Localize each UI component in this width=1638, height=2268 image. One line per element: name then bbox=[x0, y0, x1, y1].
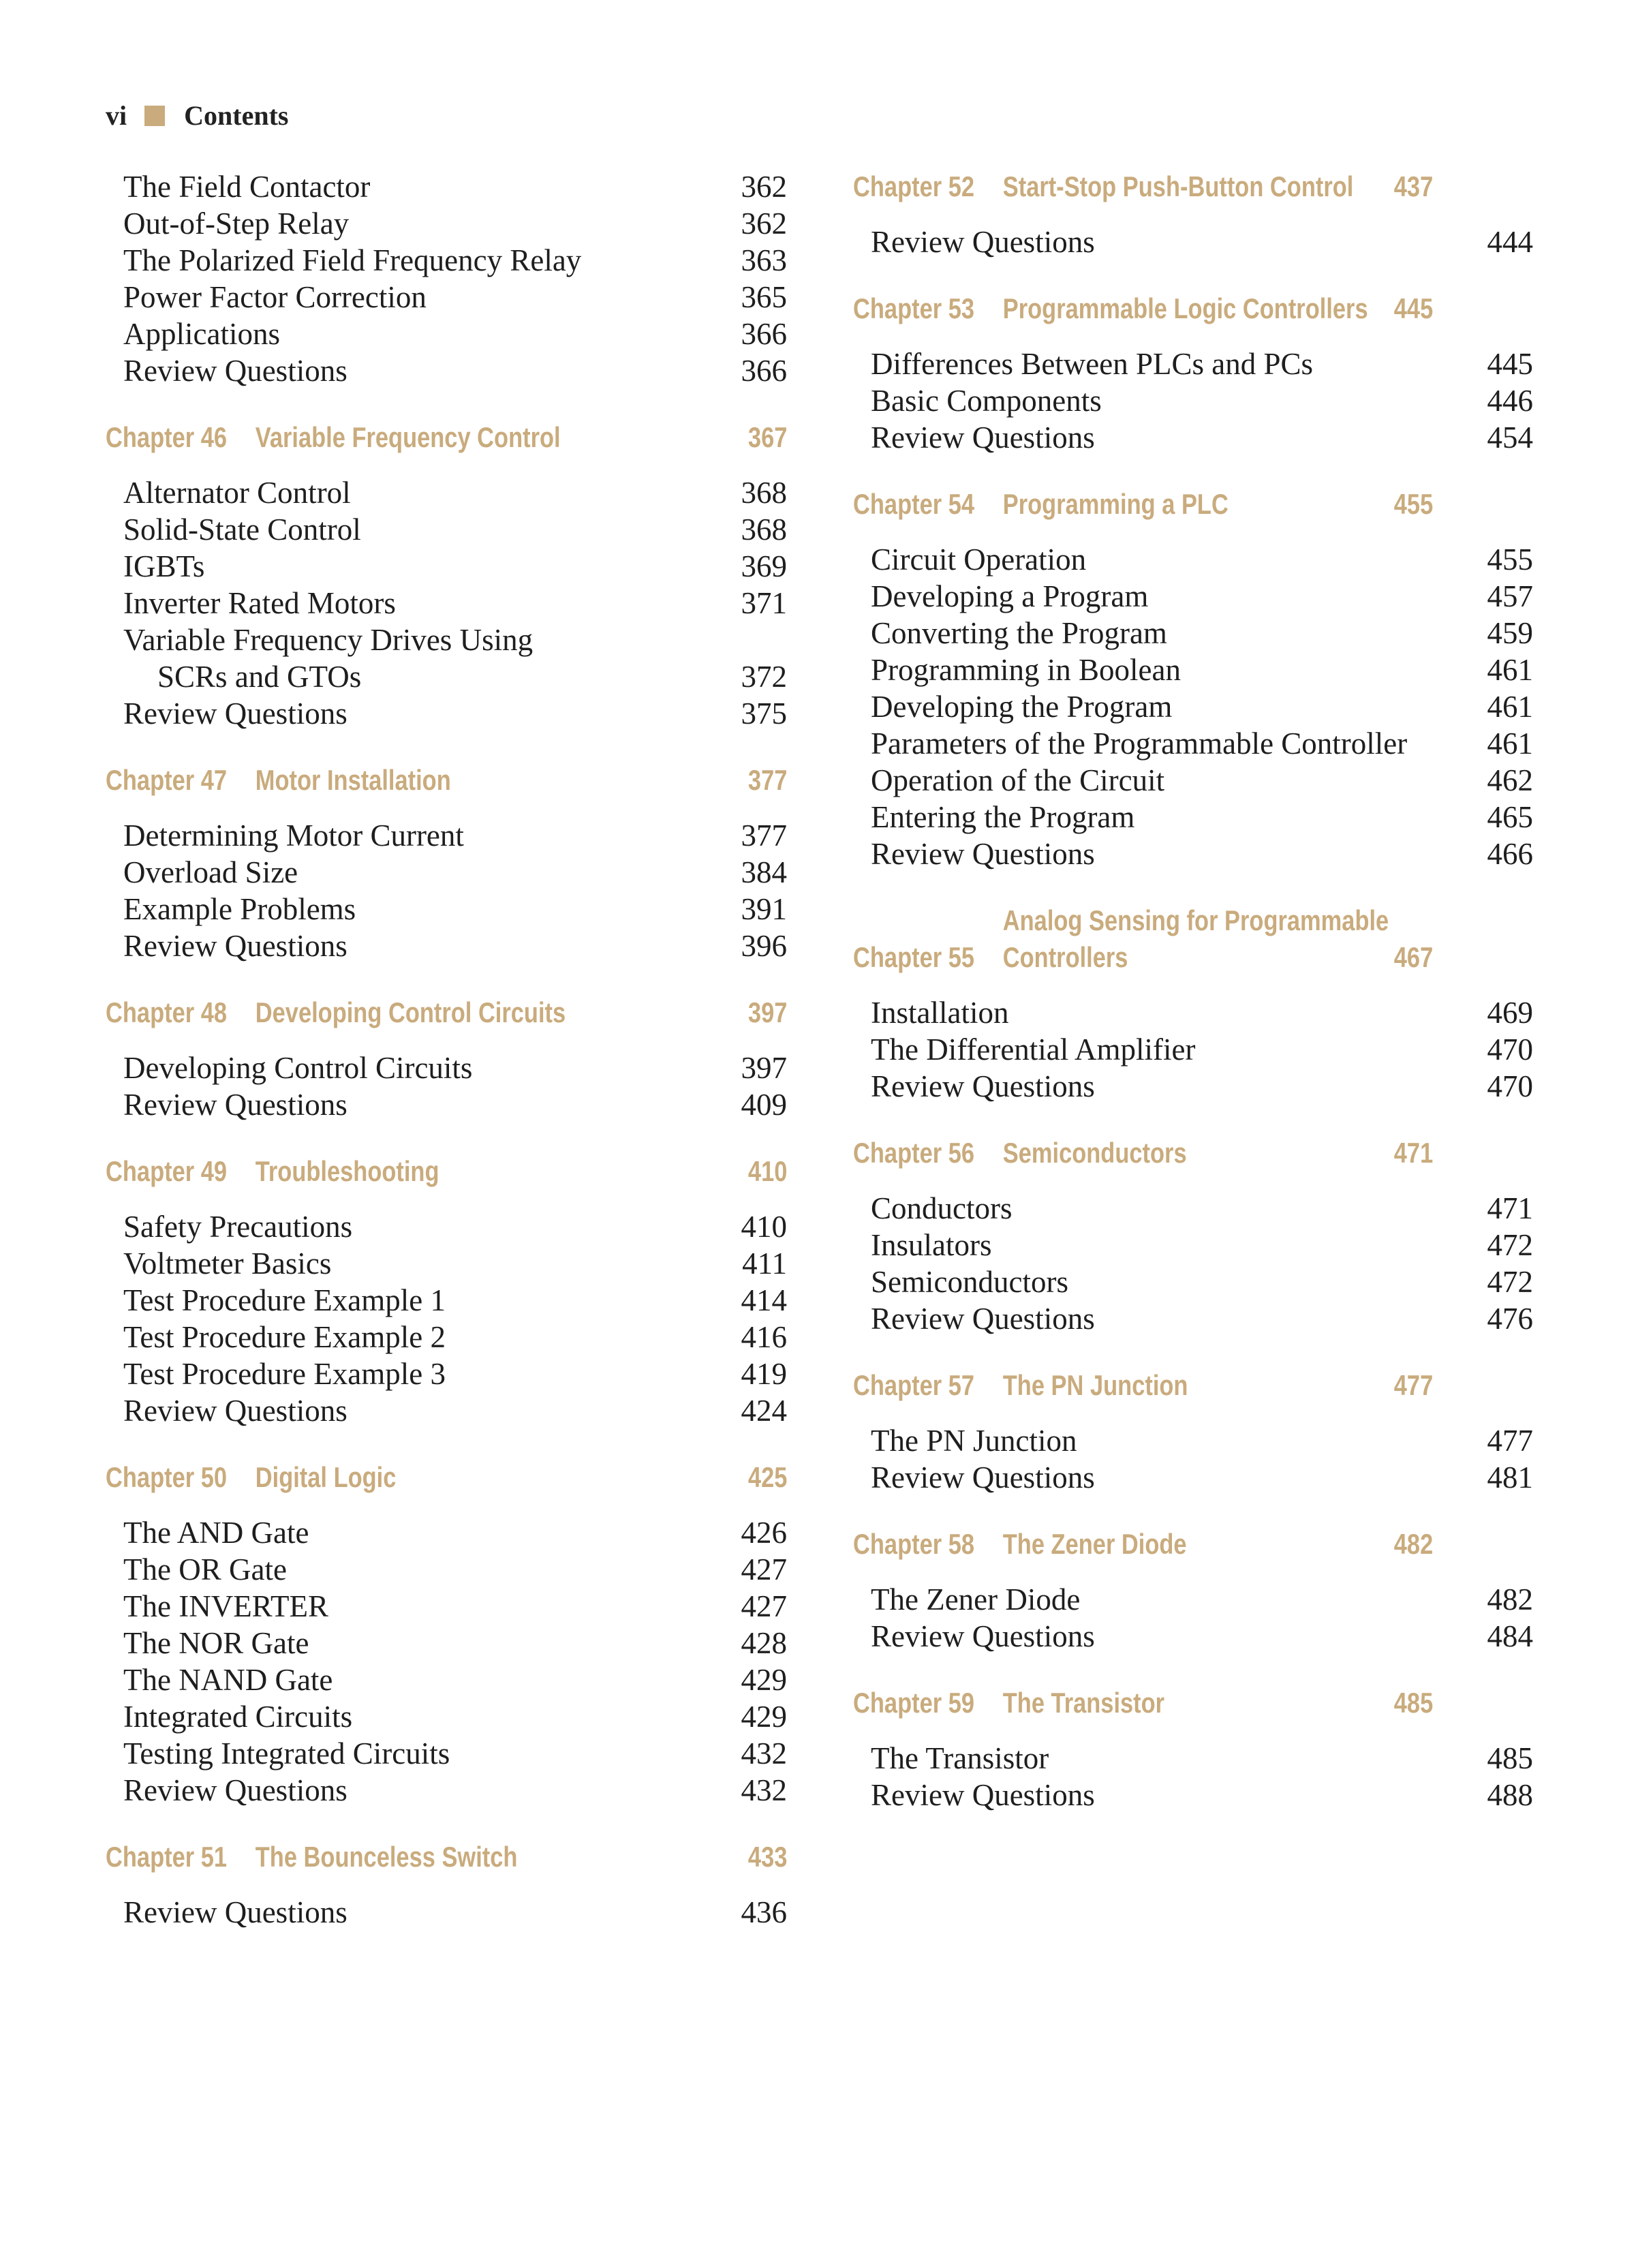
toc-entry[interactable] bbox=[106, 585, 787, 622]
entry-title: Conductors bbox=[871, 1191, 1013, 1225]
entry-title: Review Questions bbox=[871, 1778, 1095, 1812]
entry-title: Installation bbox=[871, 996, 1009, 1030]
chapter-title: The PN Junction bbox=[1002, 1369, 1188, 1401]
chapter-title: Semiconductors bbox=[1002, 1137, 1187, 1169]
toc-entry[interactable] bbox=[106, 352, 787, 389]
entry-title: Determining Motor Current bbox=[123, 818, 464, 853]
toc-entry[interactable] bbox=[106, 1319, 787, 1355]
chapter-number: Chapter 47 bbox=[106, 764, 228, 796]
chapter-heading[interactable] bbox=[106, 1459, 787, 1496]
toc-entry[interactable] bbox=[106, 1661, 787, 1698]
entry-title: Test Procedure Example 2 bbox=[123, 1320, 446, 1354]
entry-title: Overload Size bbox=[123, 855, 298, 889]
entry-title: Power Factor Correction bbox=[123, 280, 427, 314]
entry-title: Basic Components bbox=[871, 384, 1102, 418]
toc-entry[interactable] bbox=[106, 1772, 787, 1809]
toc-entry[interactable] bbox=[106, 205, 787, 242]
entry-page-number: 366 bbox=[741, 317, 787, 351]
toc-entry[interactable] bbox=[853, 541, 1533, 578]
entry-page-number: 481 bbox=[1487, 1460, 1533, 1495]
chapter-number: Chapter 56 bbox=[853, 1137, 975, 1169]
entry-page-number: 476 bbox=[1487, 1302, 1533, 1336]
section-title: Contents bbox=[184, 100, 289, 131]
toc-entry[interactable] bbox=[106, 168, 787, 205]
entry-page-number: 470 bbox=[1487, 1032, 1533, 1067]
toc-entry[interactable] bbox=[853, 1459, 1533, 1496]
toc-entry[interactable] bbox=[853, 1263, 1533, 1300]
entry-page-number: 429 bbox=[741, 1700, 787, 1734]
entry-page-number: 485 bbox=[1487, 1741, 1533, 1775]
entry-page-number: 362 bbox=[741, 170, 787, 204]
entry-title: Developing a Program bbox=[871, 579, 1149, 613]
entry-page-number: 470 bbox=[1487, 1069, 1533, 1103]
toc-entry[interactable] bbox=[106, 1588, 787, 1625]
chapter-page-number: 425 bbox=[747, 1461, 788, 1493]
chapter-heading[interactable] bbox=[106, 1153, 787, 1190]
entry-page-number: 455 bbox=[1487, 542, 1533, 577]
chapter-number: Chapter 55 bbox=[853, 941, 975, 973]
chapter-page-number: 397 bbox=[747, 996, 788, 1028]
entry-page-number: 384 bbox=[741, 855, 787, 889]
entry-title: Review Questions bbox=[123, 1895, 347, 1929]
toc-entry[interactable] bbox=[853, 1190, 1533, 1227]
entry-page-number: 366 bbox=[741, 354, 787, 388]
entry-page-number: 363 bbox=[741, 243, 787, 277]
chapter-page-number: 467 bbox=[1393, 941, 1434, 973]
toc-entry[interactable] bbox=[853, 1581, 1533, 1618]
chapter-title: The Bounceless Switch bbox=[255, 1841, 518, 1873]
chapter-heading[interactable] bbox=[853, 902, 1533, 976]
chapter-title: Digital Logic bbox=[255, 1461, 397, 1493]
entry-title: The Zener Diode bbox=[871, 1582, 1081, 1616]
entry-title: Review Questions bbox=[123, 1088, 347, 1122]
entry-page-number: 368 bbox=[741, 512, 787, 547]
toc-entry[interactable] bbox=[853, 1031, 1533, 1068]
toc-entry[interactable] bbox=[106, 1698, 787, 1735]
toc-entry[interactable] bbox=[106, 316, 787, 352]
entry-title: Developing the Program bbox=[871, 690, 1173, 724]
entry-title: Testing Integrated Circuits bbox=[123, 1736, 450, 1771]
toc-entry[interactable] bbox=[106, 1245, 787, 1282]
chapter-title: Troubleshooting bbox=[255, 1155, 439, 1187]
toc-entry[interactable] bbox=[853, 762, 1533, 799]
chapter-heading[interactable] bbox=[853, 1135, 1533, 1171]
chapter-page-number: 437 bbox=[1393, 170, 1434, 202]
chapter-page-number: 455 bbox=[1393, 488, 1434, 520]
entry-title: Programming in Boolean bbox=[871, 653, 1181, 687]
entry-page-number: 411 bbox=[742, 1246, 787, 1281]
entry-page-number: 362 bbox=[741, 206, 787, 241]
toc-entry[interactable] bbox=[106, 891, 787, 928]
entry-title bbox=[123, 622, 682, 695]
entry-title: Parameters of the Programmable Controller bbox=[871, 726, 1408, 761]
chapter-page-number: 410 bbox=[747, 1155, 788, 1187]
entry-page-number: 477 bbox=[1487, 1424, 1533, 1458]
entry-title: Review Questions bbox=[123, 354, 347, 388]
toc-entry[interactable] bbox=[853, 1068, 1533, 1105]
toc-entry[interactable] bbox=[853, 1777, 1533, 1813]
entry-title: The OR Gate bbox=[123, 1552, 287, 1587]
toc-entry[interactable] bbox=[853, 836, 1533, 872]
chapter-heading[interactable] bbox=[106, 762, 787, 799]
entry-page-number: 459 bbox=[1487, 616, 1533, 650]
entry-page-number: 372 bbox=[741, 660, 787, 694]
entry-page-number: 465 bbox=[1487, 800, 1533, 834]
chapter-heading[interactable] bbox=[106, 1839, 787, 1875]
page-label: vi bbox=[106, 100, 127, 131]
entry-page-number: 371 bbox=[741, 586, 787, 620]
entry-page-number: 445 bbox=[1487, 347, 1533, 381]
entry-page-number: 466 bbox=[1487, 837, 1533, 871]
toc-entry[interactable] bbox=[853, 652, 1533, 688]
chapter-title: Motor Installation bbox=[255, 764, 451, 796]
entry-title: Out-of-Step Relay bbox=[123, 206, 350, 241]
entry-title: Review Questions bbox=[123, 929, 347, 963]
entry-title: Test Procedure Example 1 bbox=[123, 1283, 446, 1317]
toc-entry[interactable] bbox=[106, 474, 787, 511]
toc-entry[interactable] bbox=[106, 928, 787, 964]
entry-page-number: 432 bbox=[741, 1773, 787, 1807]
toc-entry[interactable] bbox=[106, 1392, 787, 1429]
chapter-page-number: 471 bbox=[1393, 1137, 1434, 1169]
entry-title: Operation of the Circuit bbox=[871, 763, 1165, 797]
chapter-title: Analog Sensing for Programmable Controllers bbox=[1002, 904, 1389, 973]
entry-title: Applications bbox=[123, 317, 280, 351]
chapter-number: Chapter 51 bbox=[106, 1841, 228, 1873]
entry-page-number: 427 bbox=[741, 1589, 787, 1623]
chapter-page-number: 482 bbox=[1393, 1528, 1434, 1560]
chapter-heading[interactable] bbox=[106, 419, 787, 456]
toc-entry[interactable] bbox=[853, 799, 1533, 836]
entry-page-number: 436 bbox=[741, 1895, 787, 1929]
entry-page-number: 414 bbox=[741, 1283, 787, 1317]
entry-title: Review Questions bbox=[123, 1773, 347, 1807]
toc-entry[interactable] bbox=[106, 854, 787, 891]
entry-title-line: Variable Frequency Drives Using bbox=[123, 623, 534, 657]
chapter-title: Developing Control Circuits bbox=[255, 996, 566, 1028]
entry-title: Review Questions bbox=[123, 696, 347, 731]
entry-page-number: 454 bbox=[1487, 420, 1533, 455]
entry-page-number: 482 bbox=[1487, 1582, 1533, 1616]
entry-page-number: 369 bbox=[741, 549, 787, 583]
entry-title: Semiconductors bbox=[871, 1265, 1068, 1299]
entry-title: The AND Gate bbox=[123, 1516, 309, 1550]
entry-title: Review Questions bbox=[123, 1394, 347, 1428]
entry-page-number: 427 bbox=[741, 1552, 787, 1587]
entry-page-number: 375 bbox=[741, 696, 787, 731]
chapter-heading[interactable] bbox=[853, 1526, 1533, 1563]
entry-title: Converting the Program bbox=[871, 616, 1167, 650]
entry-page-number: 446 bbox=[1487, 384, 1533, 418]
entry-page-number: 472 bbox=[1487, 1228, 1533, 1262]
entry-title: Review Questions bbox=[871, 837, 1095, 871]
chapter-number: Chapter 54 bbox=[853, 488, 975, 520]
entry-page-number: 462 bbox=[1487, 763, 1533, 797]
chapter-heading[interactable] bbox=[853, 290, 1533, 327]
entry-title: The PN Junction bbox=[871, 1424, 1077, 1458]
entry-page-number: 461 bbox=[1487, 653, 1533, 687]
toc-entry[interactable] bbox=[106, 1086, 787, 1123]
toc-entry[interactable] bbox=[853, 1740, 1533, 1777]
entry-title: Differences Between PLCs and PCs bbox=[871, 347, 1314, 381]
entry-page-number: 377 bbox=[741, 818, 787, 853]
entry-title: Review Questions bbox=[871, 225, 1095, 259]
chapter-title: Start-Stop Push-Button Control bbox=[1002, 170, 1354, 202]
entry-page-number: 419 bbox=[741, 1357, 787, 1391]
toc-entry[interactable] bbox=[853, 688, 1533, 725]
entry-page-number: 409 bbox=[741, 1088, 787, 1122]
entry-title: Review Questions bbox=[871, 420, 1095, 455]
toc-entry[interactable] bbox=[853, 1422, 1533, 1459]
toc-entry[interactable] bbox=[106, 548, 787, 585]
entry-title: Circuit Operation bbox=[871, 542, 1087, 577]
entry-title: The NAND Gate bbox=[123, 1663, 333, 1697]
toc-entry[interactable] bbox=[106, 1894, 787, 1931]
entry-title: Review Questions bbox=[871, 1302, 1095, 1336]
chapter-number: Chapter 59 bbox=[853, 1687, 975, 1719]
toc-right-column bbox=[853, 168, 1533, 1813]
toc-entry[interactable] bbox=[853, 1618, 1533, 1655]
entry-title: Voltmeter Basics bbox=[123, 1246, 332, 1281]
entry-title: Review Questions bbox=[871, 1619, 1095, 1653]
entry-title: The INVERTER bbox=[123, 1589, 328, 1623]
entry-page-number: 429 bbox=[741, 1663, 787, 1697]
toc-entry[interactable] bbox=[106, 1282, 787, 1319]
chapter-title: Programming a PLC bbox=[1002, 488, 1228, 520]
entry-page-number: 397 bbox=[741, 1051, 787, 1085]
toc-entry[interactable] bbox=[106, 242, 787, 279]
entry-title: Solid-State Control bbox=[123, 512, 361, 547]
toc-entry[interactable] bbox=[106, 695, 787, 732]
chapter-number: Chapter 57 bbox=[853, 1369, 975, 1401]
chapter-heading[interactable] bbox=[106, 994, 787, 1031]
toc-entry[interactable] bbox=[106, 1735, 787, 1772]
entry-title: Inverter Rated Motors bbox=[123, 586, 396, 620]
entry-title: The Differential Amplifier bbox=[871, 1032, 1196, 1067]
toc-entry[interactable] bbox=[106, 622, 787, 695]
toc-entry[interactable] bbox=[106, 1049, 787, 1086]
toc-entry[interactable] bbox=[853, 346, 1533, 382]
chapter-heading[interactable] bbox=[853, 168, 1533, 205]
entry-page-number: 484 bbox=[1487, 1619, 1533, 1653]
entry-page-number: 396 bbox=[741, 929, 787, 963]
toc-entry[interactable] bbox=[106, 279, 787, 316]
entry-page-number: 391 bbox=[741, 892, 787, 926]
toc-entry[interactable] bbox=[853, 615, 1533, 652]
chapter-title: The Zener Diode bbox=[1002, 1528, 1187, 1560]
entry-page-number: 471 bbox=[1487, 1191, 1533, 1225]
entry-page-number: 461 bbox=[1487, 726, 1533, 761]
chapter-number: Chapter 48 bbox=[106, 996, 228, 1028]
entry-page-number: 461 bbox=[1487, 690, 1533, 724]
toc-left-column bbox=[106, 168, 787, 1931]
entry-page-number: 424 bbox=[741, 1394, 787, 1428]
chapter-number: Chapter 50 bbox=[106, 1461, 228, 1493]
chapter-page-number: 377 bbox=[747, 764, 788, 796]
chapter-number: Chapter 53 bbox=[853, 292, 975, 324]
entry-page-number: 365 bbox=[741, 280, 787, 314]
entry-page-number: 426 bbox=[741, 1516, 787, 1550]
entry-title: The NOR Gate bbox=[123, 1626, 309, 1660]
entry-title: Test Procedure Example 3 bbox=[123, 1357, 446, 1391]
toc-entry[interactable] bbox=[853, 578, 1533, 615]
entry-page-number: 410 bbox=[741, 1210, 787, 1244]
toc-entry[interactable] bbox=[853, 224, 1533, 260]
toc-entry[interactable] bbox=[853, 382, 1533, 419]
toc-entry[interactable] bbox=[106, 1355, 787, 1392]
chapter-page-number: 445 bbox=[1393, 292, 1434, 324]
toc-entry[interactable] bbox=[853, 725, 1533, 762]
entry-title: Developing Control Circuits bbox=[123, 1051, 473, 1085]
toc-entry[interactable] bbox=[853, 1300, 1533, 1337]
toc-entry[interactable] bbox=[106, 1208, 787, 1245]
entry-title: Entering the Program bbox=[871, 800, 1135, 834]
toc-entry[interactable] bbox=[106, 1551, 787, 1588]
chapter-number: Chapter 58 bbox=[853, 1528, 975, 1560]
chapter-number: Chapter 46 bbox=[106, 421, 228, 453]
chapter-page-number: 433 bbox=[747, 1841, 788, 1873]
chapter-heading[interactable] bbox=[853, 486, 1533, 523]
square-bullet-icon bbox=[144, 106, 165, 126]
entry-page-number: 472 bbox=[1487, 1265, 1533, 1299]
entry-title: Review Questions bbox=[871, 1460, 1095, 1495]
entry-title-continuation: SCRs and GTOs bbox=[157, 660, 362, 694]
entry-page-number: 368 bbox=[741, 476, 787, 510]
chapter-title: Variable Frequency Control bbox=[255, 421, 561, 453]
toc-entry[interactable] bbox=[853, 419, 1533, 456]
chapter-number: Chapter 49 bbox=[106, 1155, 228, 1187]
entry-title: Example Problems bbox=[123, 892, 356, 926]
entry-title: The Polarized Field Frequency Relay bbox=[123, 243, 582, 277]
chapter-title: The Transistor bbox=[1002, 1687, 1165, 1719]
chapter-page-number: 485 bbox=[1393, 1687, 1434, 1719]
toc-entry[interactable] bbox=[853, 994, 1533, 1031]
entry-page-number: 469 bbox=[1487, 996, 1533, 1030]
entry-page-number: 444 bbox=[1487, 225, 1533, 259]
entry-page-number: 428 bbox=[741, 1626, 787, 1660]
toc-entry[interactable] bbox=[106, 1514, 787, 1551]
toc-entry[interactable] bbox=[106, 1625, 787, 1661]
toc-entry[interactable] bbox=[853, 1227, 1533, 1263]
entry-title: Insulators bbox=[871, 1228, 992, 1262]
entry-page-number: 457 bbox=[1487, 579, 1533, 613]
chapter-heading[interactable] bbox=[853, 1685, 1533, 1721]
toc-entry[interactable] bbox=[106, 511, 787, 548]
entry-title: The Field Contactor bbox=[123, 170, 371, 204]
chapter-number: Chapter 52 bbox=[853, 170, 975, 202]
entry-title: Review Questions bbox=[871, 1069, 1095, 1103]
chapter-page-number: 367 bbox=[747, 421, 788, 453]
entry-title: The Transistor bbox=[871, 1741, 1049, 1775]
entry-page-number: 416 bbox=[741, 1320, 787, 1354]
toc-entry[interactable] bbox=[106, 817, 787, 854]
chapter-page-number: 477 bbox=[1393, 1369, 1434, 1401]
entry-page-number: 488 bbox=[1487, 1778, 1533, 1812]
chapter-title: Programmable Logic Controllers bbox=[1002, 292, 1368, 324]
entry-page-number: 432 bbox=[741, 1736, 787, 1771]
running-head bbox=[106, 99, 288, 132]
entry-title: Alternator Control bbox=[123, 476, 351, 510]
chapter-heading[interactable] bbox=[853, 1367, 1533, 1404]
entry-title: Safety Precautions bbox=[123, 1210, 353, 1244]
entry-title: IGBTs bbox=[123, 549, 205, 583]
entry-title: Integrated Circuits bbox=[123, 1700, 353, 1734]
